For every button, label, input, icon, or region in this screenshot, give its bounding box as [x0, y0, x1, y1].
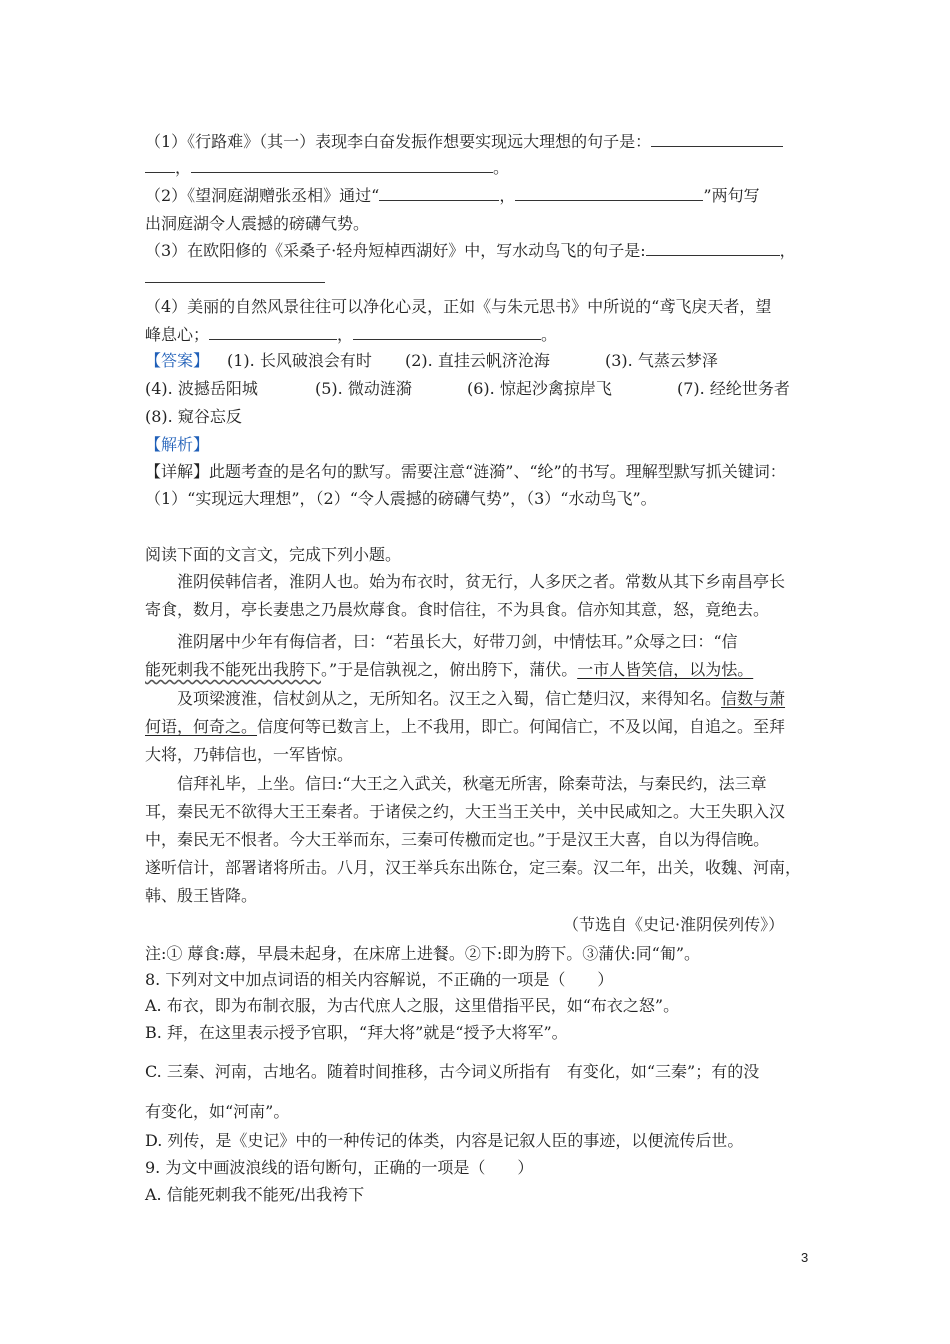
passage-source: （节选自《史记·淮阴侯列传》）: [563, 915, 785, 934]
underlined-sentence: 一市人皆笑信，以为怯。: [577, 660, 754, 679]
q4-blank-1[interactable]: [209, 325, 337, 340]
wavy-underlined-sentence: 能死刺我不能死出我胯下: [145, 660, 322, 679]
answer-item: (1). 长风破浪会有时: [227, 351, 372, 370]
answer-item: (4). 波撼岳阳城: [145, 379, 258, 398]
analysis-detail: [145, 462, 786, 482]
passage-line: 耳，秦民无不欲得大王王秦者。于诸侯之约，大王当王关中，关中民咸知之。大王失职入汉: [145, 802, 786, 821]
analysis-label: 【解析】: [145, 435, 210, 454]
passage-line: 信拜礼毕，上坐。信曰:“大王之入武关，秋毫无所害，除秦苛法，与秦民约，法三章: [177, 774, 767, 793]
q1-blank-1[interactable]: [651, 132, 783, 147]
q2-blank-1[interactable]: [379, 186, 499, 201]
answer-item: (2). 直挂云帆济沧海: [405, 351, 550, 370]
q4-sep: ，: [337, 325, 354, 344]
option-c[interactable]: C. 三秦、河南，古地名。随着时间推移，古今词义所指有 有变化，如“三秦”；有的没: [145, 1062, 760, 1081]
passage-text: 。”于是信孰视之，俯出胯下，蒲伏。: [321, 660, 578, 679]
passage-line: [145, 717, 785, 737]
answer-item: (6). 惊起沙禽掠岸飞: [467, 379, 612, 398]
q3-line-1: [145, 241, 796, 261]
option-a[interactable]: A. 信能死刺我不能死/出我袴下: [145, 1185, 365, 1204]
q3-sep: ，: [779, 241, 796, 260]
q1-line-2: [145, 158, 509, 178]
q1-line-1: [145, 132, 783, 152]
answer-item: (3). 气蒸云梦泽: [605, 351, 718, 370]
q4-end: 。: [541, 325, 558, 344]
passage-text: 信度何等已数言上，上不我用，即亡。何闻信亡，不及以闻，自追之。至拜: [257, 717, 786, 736]
option-d[interactable]: D. 列传，是《史记》中的一种传记的体类，内容是记叙人臣的事迹，以便流传后世。: [145, 1131, 744, 1150]
detail-text: 此题考查的是名句的默写。需要注意“涟漪”、“纶”的书写。理解型默写抓关键词：: [209, 462, 786, 481]
underlined-sentence: 信数与萧: [721, 689, 786, 708]
passage-line: 中，秦民无不恨者。今大王举而东，三秦可传檄而定也。”于是汉王大喜，自以为得信晚。: [145, 830, 770, 849]
q3-blank-2[interactable]: [145, 268, 325, 283]
q1-sep: ，: [175, 158, 192, 177]
passage-line: [145, 660, 753, 680]
answer-line-2: [145, 379, 790, 399]
q3-blank-1[interactable]: [646, 241, 780, 256]
q4-blank-2[interactable]: [353, 325, 541, 340]
passage-intro: 阅读下面的文言文，完成下列小题。: [145, 545, 402, 564]
passage-line: [177, 689, 785, 709]
passage-line: 淮阴侯韩信者，淮阴人也。始为布衣时，贫无行，人多厌之者。常数从其下乡南昌亭长: [177, 572, 786, 591]
q2-end: ”两句写: [703, 186, 760, 205]
answer-label: 【答案】: [145, 351, 210, 370]
q3-text: （3）在欧阳修的《采桑子·轻舟短棹西湖好》中，写水动鸟飞的句子是:: [145, 241, 646, 260]
option-c-cont: 有变化，如“河南”。: [145, 1102, 290, 1121]
passage-note: 注:① 蓐食:蓐，早晨未起身，在床席上进餐。②下:即为胯下。③蒲伏:同“匍”。: [145, 944, 701, 963]
q1-end: 。: [493, 158, 510, 177]
passage-line: 遂听信计，部署诸将所击。八月，汉王举兵东出陈仓，定三秦。汉二年，出关，收魏、河南，: [145, 858, 802, 877]
q1-blank-1-cont[interactable]: [145, 158, 175, 173]
q1-text: （1）《行路难》（其一）表现李白奋发振作想要实现远大理想的句子是：: [145, 132, 652, 151]
answer-line-3: (8). 窥谷忘反: [145, 407, 242, 426]
q4-text: 峰息心；: [145, 325, 210, 344]
answer-item: (7). 经纶世务者: [677, 379, 790, 398]
q4-line-1: （4）美丽的自然风景往往可以净化心灵，正如《与朱元思书》中所说的“鸢飞戾天者，望: [145, 297, 772, 316]
q2-line-1: [145, 186, 760, 206]
answer-line-1: [145, 351, 718, 371]
q2-sep: ，: [499, 186, 516, 205]
q4-line-2: [145, 325, 557, 345]
page-number: 3: [801, 1250, 809, 1265]
answer-item: (5). 微动涟漪: [315, 379, 412, 398]
q1-blank-2[interactable]: [191, 158, 493, 173]
question-9: 9. 为文中画波浪线的语句断句，正确的一项是（ ）: [145, 1158, 534, 1177]
option-a[interactable]: A. 布衣，即为布制衣服，为古代庶人之服，这里借指平民，如“布衣之怒”。: [145, 996, 680, 1015]
passage-text: 及项梁渡淮，信杖剑从之，无所知名。汉王之入蜀，信亡楚归汉，来得知名。: [177, 689, 722, 708]
q2-text: （2）《望洞庭湖赠张丞相》通过“: [145, 186, 380, 205]
detail-label: 【详解】: [145, 462, 210, 481]
question-8: 8. 下列对文中加点词语的相关内容解说，不正确的一项是（ ）: [145, 970, 614, 989]
passage-line: 寄食，数月，亭长妻患之乃晨炊蓐食。食时信往，不为具食。信亦知其意，怒，竟绝去。: [145, 600, 770, 619]
q2-blank-2[interactable]: [515, 186, 703, 201]
q2-line-2: 出洞庭湖令人震撼的磅礴气势。: [145, 214, 370, 233]
analysis-keywords: （1）“实现远大理想”，（2）“令人震撼的磅礴气势”，（3）“水动鸟飞”。: [145, 489, 657, 508]
passage-line: 韩、殷王皆降。: [145, 886, 258, 905]
passage-line: 大将，乃韩信也，一军皆惊。: [145, 745, 354, 764]
option-b[interactable]: B. 拜，在这里表示授予官职，“拜大将”就是“授予大将军”。: [145, 1023, 568, 1042]
underlined-sentence: 何语，何奇之。: [145, 717, 258, 736]
q3-line-2: [145, 268, 325, 288]
passage-line: 淮阴屠中少年有侮信者，曰：“若虽长大，好带刀剑，中情怯耳。”众辱之曰：“信: [177, 632, 738, 651]
